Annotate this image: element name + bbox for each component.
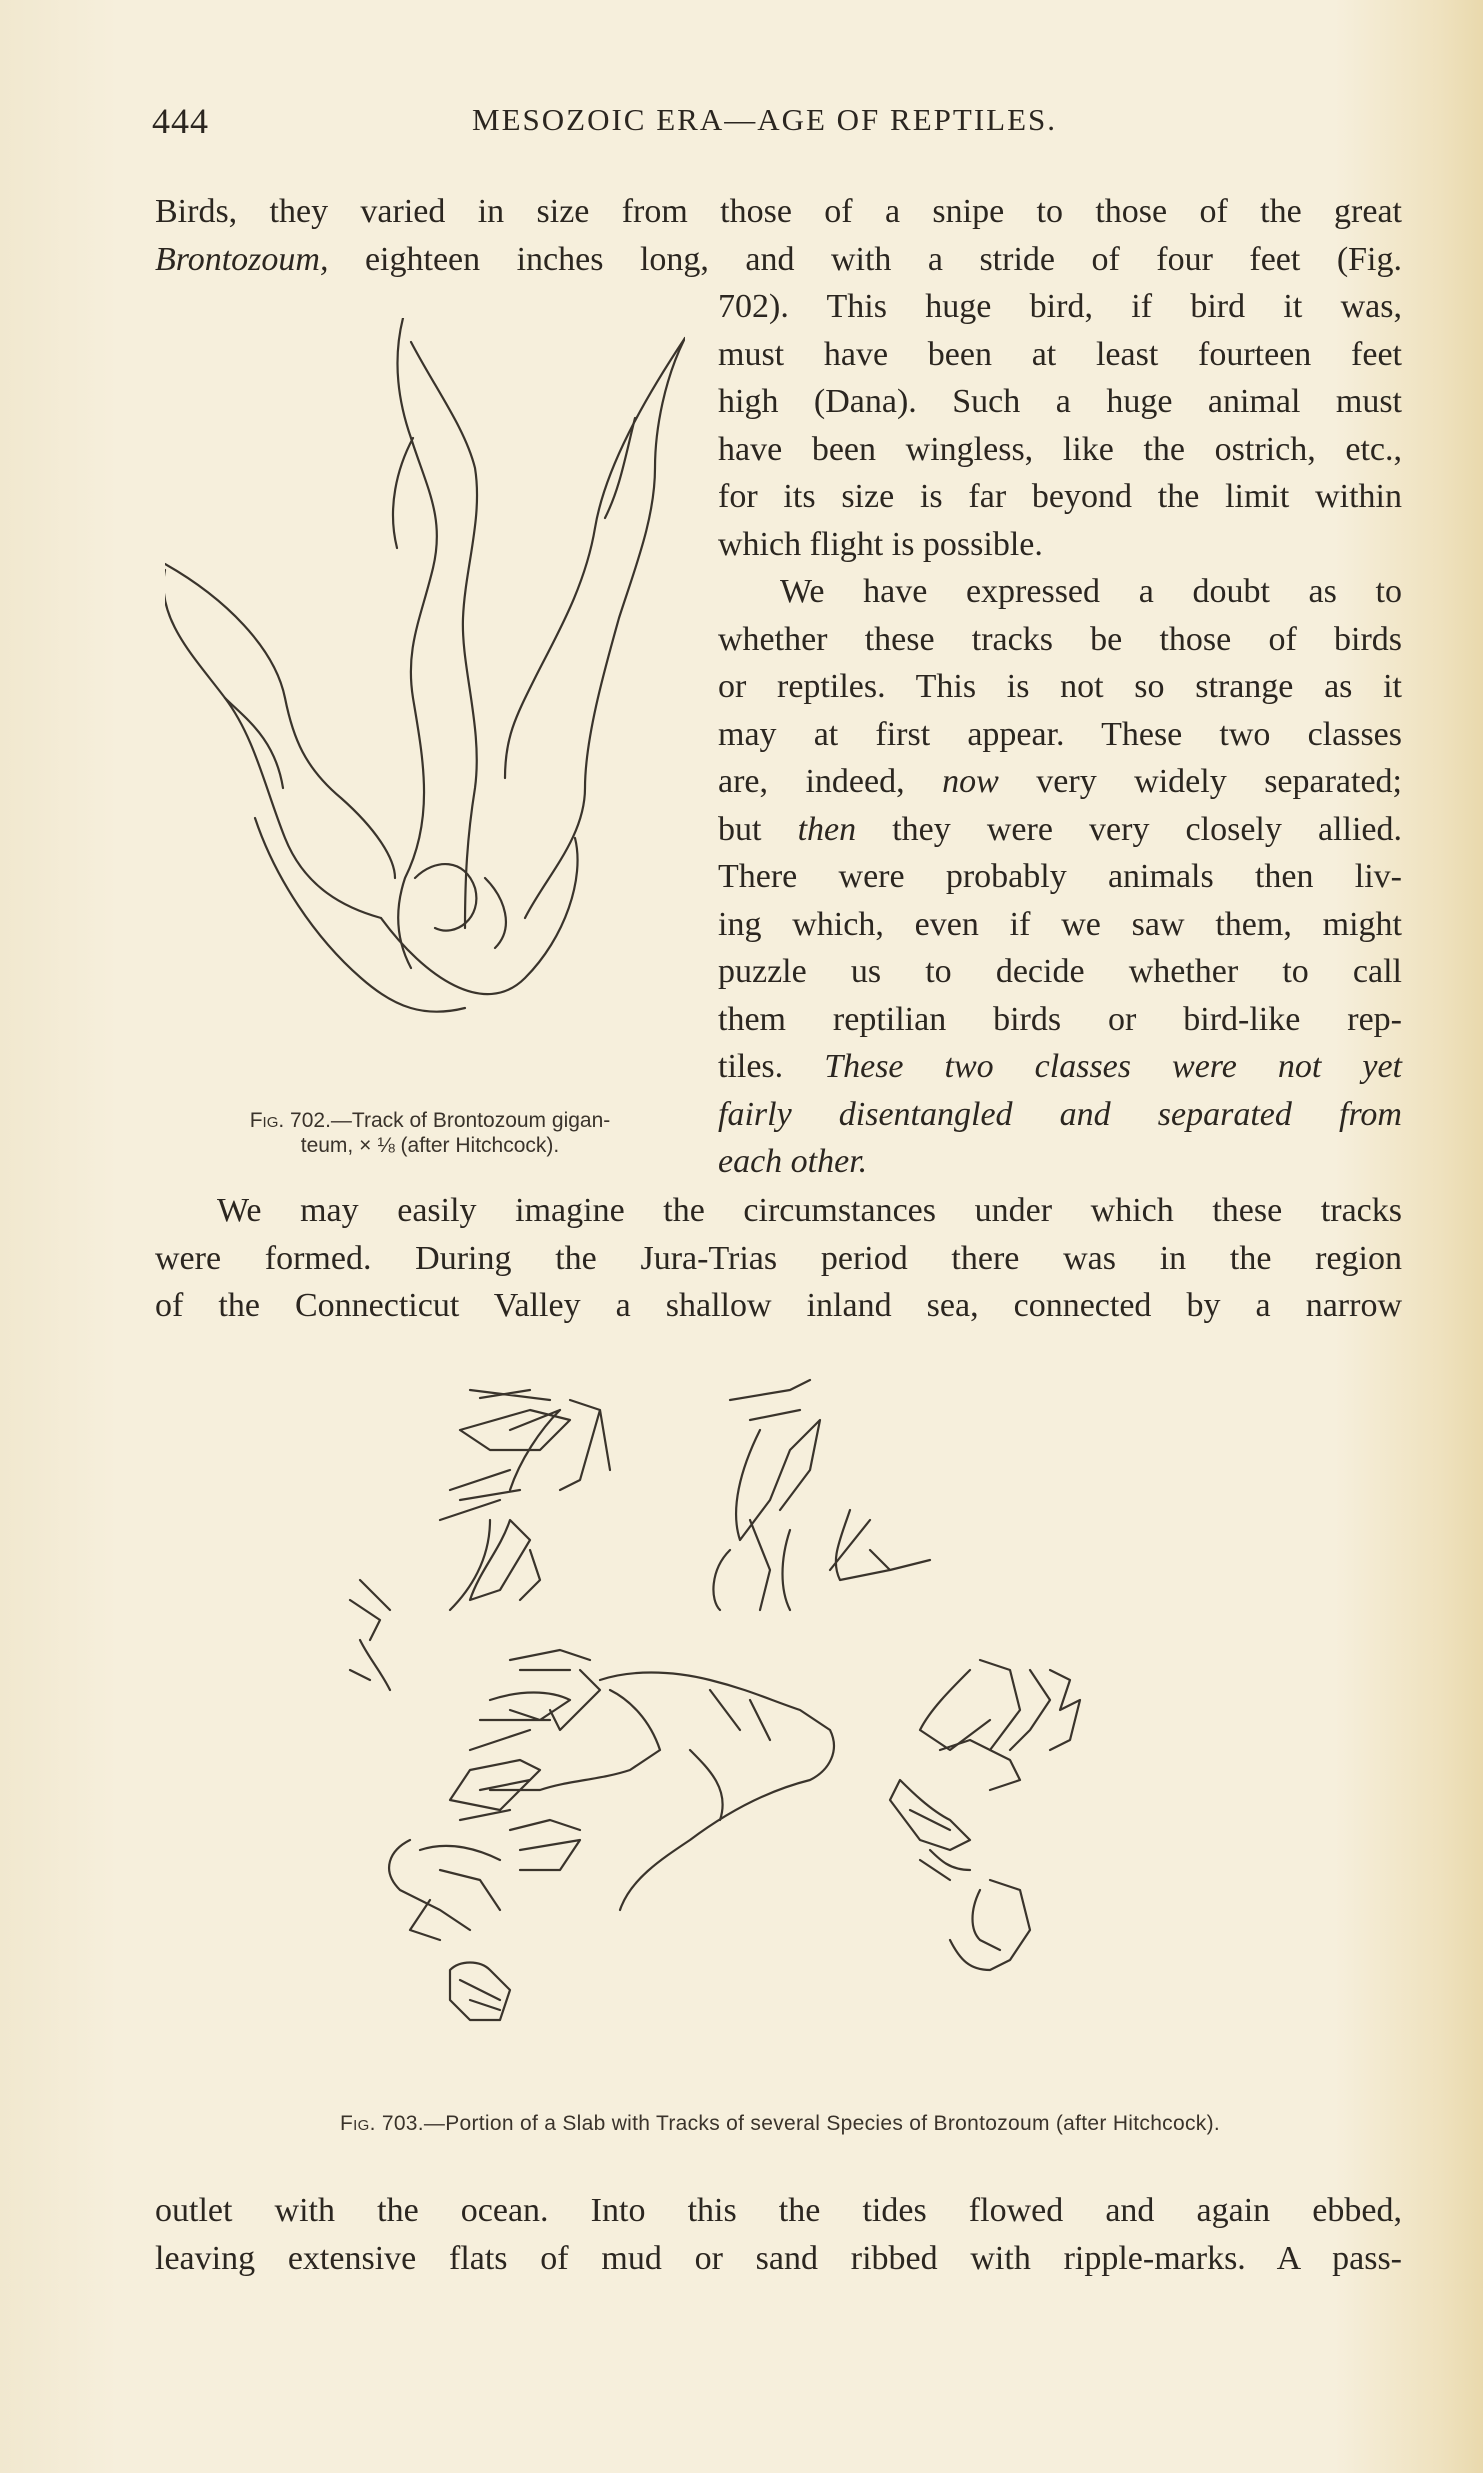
- heel-outline: [255, 818, 465, 1012]
- text-line: for its size is far beyond the limit within: [718, 478, 1402, 515]
- text-line: have been wingless, like the ostrich, etc.,: [718, 430, 1402, 468]
- toe-outline: [411, 342, 477, 928]
- emphasis: then: [797, 810, 857, 848]
- text-line: There were probably animals then liv-: [718, 858, 1402, 895]
- text-line: them reptilian birds or bird-like rep-: [718, 1000, 1402, 1038]
- text-line: high (Dana). Such a huge animal must: [718, 383, 1402, 420]
- text-line: [155, 236, 1402, 284]
- text-line: outlet with the ocean. Into this the tides flowed and again ebbed,: [155, 2192, 1402, 2229]
- text-line: whether these tracks be those of birds: [718, 620, 1402, 658]
- text-line: or reptiles. This is not so strange as it: [718, 668, 1402, 705]
- text-line: ing which, even if we saw them, might: [718, 905, 1402, 943]
- figure-label: Fig.: [249, 1109, 285, 1132]
- caption-text: teum, × ⅛ (after Hitchcock).: [300, 1134, 560, 1157]
- running-head: MESOZOIC ERA—AGE OF REPTILES.: [472, 102, 1058, 137]
- toe-outline: [397, 318, 436, 968]
- text-run: but: [718, 810, 798, 848]
- track-group: [890, 1780, 970, 1880]
- track-group: [470, 1650, 600, 1750]
- text-line: [718, 806, 1402, 854]
- figure-702-caption: [180, 1108, 680, 1158]
- heel-outline: [485, 878, 506, 948]
- text-line: may at first appear. These two classes: [718, 715, 1402, 753]
- toe-outline: [525, 338, 685, 918]
- track-group: [350, 1580, 390, 1690]
- emphasis: each other.: [718, 1143, 868, 1180]
- figure-703-caption: [230, 2112, 1330, 2136]
- text-line: were formed. During the Jura-Trias period there was in the region: [155, 1239, 1402, 1277]
- emphasis: These two classes were not yet: [824, 1048, 1402, 1085]
- paragraph-closing: [155, 2187, 1402, 2282]
- page-header: [152, 100, 1392, 150]
- caption-text: 702.—Track of Brontozoum gigan-: [284, 1109, 611, 1132]
- toe-outline: [393, 438, 413, 548]
- track-group: [490, 1673, 834, 1911]
- text-line: leaving extensive flats of mud or sand ribbed with ripple-marks. A pass-: [155, 2239, 1402, 2277]
- figure-label: Fig.: [340, 2112, 376, 2135]
- page-number: 444: [152, 101, 209, 141]
- text-line: of the Connecticut Valley a shallow inland sea, connected by a narrow: [155, 1287, 1402, 1324]
- toe-outline: [165, 564, 395, 878]
- text-line: 702). This huge bird, if bird it was,: [718, 288, 1402, 325]
- track-group: [450, 1963, 510, 2021]
- text-line: which flight is possible.: [718, 525, 1043, 563]
- track-group: [950, 1880, 1030, 1970]
- text-run: very widely separated;: [998, 763, 1403, 800]
- text-run: eighteen inches long, and with a stride of four feet (Fig.: [328, 240, 1402, 278]
- paragraph-opening: [155, 188, 1402, 283]
- caption-text: 703.—Portion of a Slab with Tracks of several Species of Brontozoum (after Hitchcock).: [375, 2112, 1220, 2135]
- text-line: [718, 1091, 1402, 1139]
- text-line: We may easily imagine the circumstances under which these tracks: [217, 1192, 1402, 1229]
- paragraph-circumstances: [155, 1187, 1402, 1330]
- track-group: [713, 1380, 930, 1610]
- text-run: they were very closely allied.: [856, 810, 1402, 848]
- toe-outline: [605, 418, 635, 518]
- text-run: tiles.: [718, 1048, 825, 1085]
- heel-outline: [415, 864, 476, 931]
- genus-name: Brontozoum,: [155, 240, 329, 278]
- text-line: We have expressed a doubt as to: [780, 573, 1402, 610]
- text-line: Birds, they varied in size from those of a snipe to those of the great: [155, 193, 1402, 230]
- text-line: must have been at least fourteen feet: [718, 335, 1402, 373]
- right-column-text: [718, 283, 1402, 1186]
- heel-outline: [381, 838, 578, 994]
- figure-702-track-illustration: [165, 318, 685, 1098]
- figure-703-slab-illustration: [330, 1370, 1230, 2140]
- track-group: [920, 1660, 1080, 1790]
- text-line: [718, 758, 1402, 806]
- toe-outline: [165, 570, 381, 918]
- text-line: puzzle us to decide whether to call: [718, 953, 1402, 990]
- text-line: [718, 1138, 1402, 1186]
- emphasis: now: [942, 763, 999, 800]
- text-run: are, indeed,: [718, 763, 943, 800]
- text-line: [718, 1043, 1402, 1091]
- emphasis: fairly disentangled and separated from: [718, 1095, 1402, 1133]
- track-group: [450, 1400, 610, 1610]
